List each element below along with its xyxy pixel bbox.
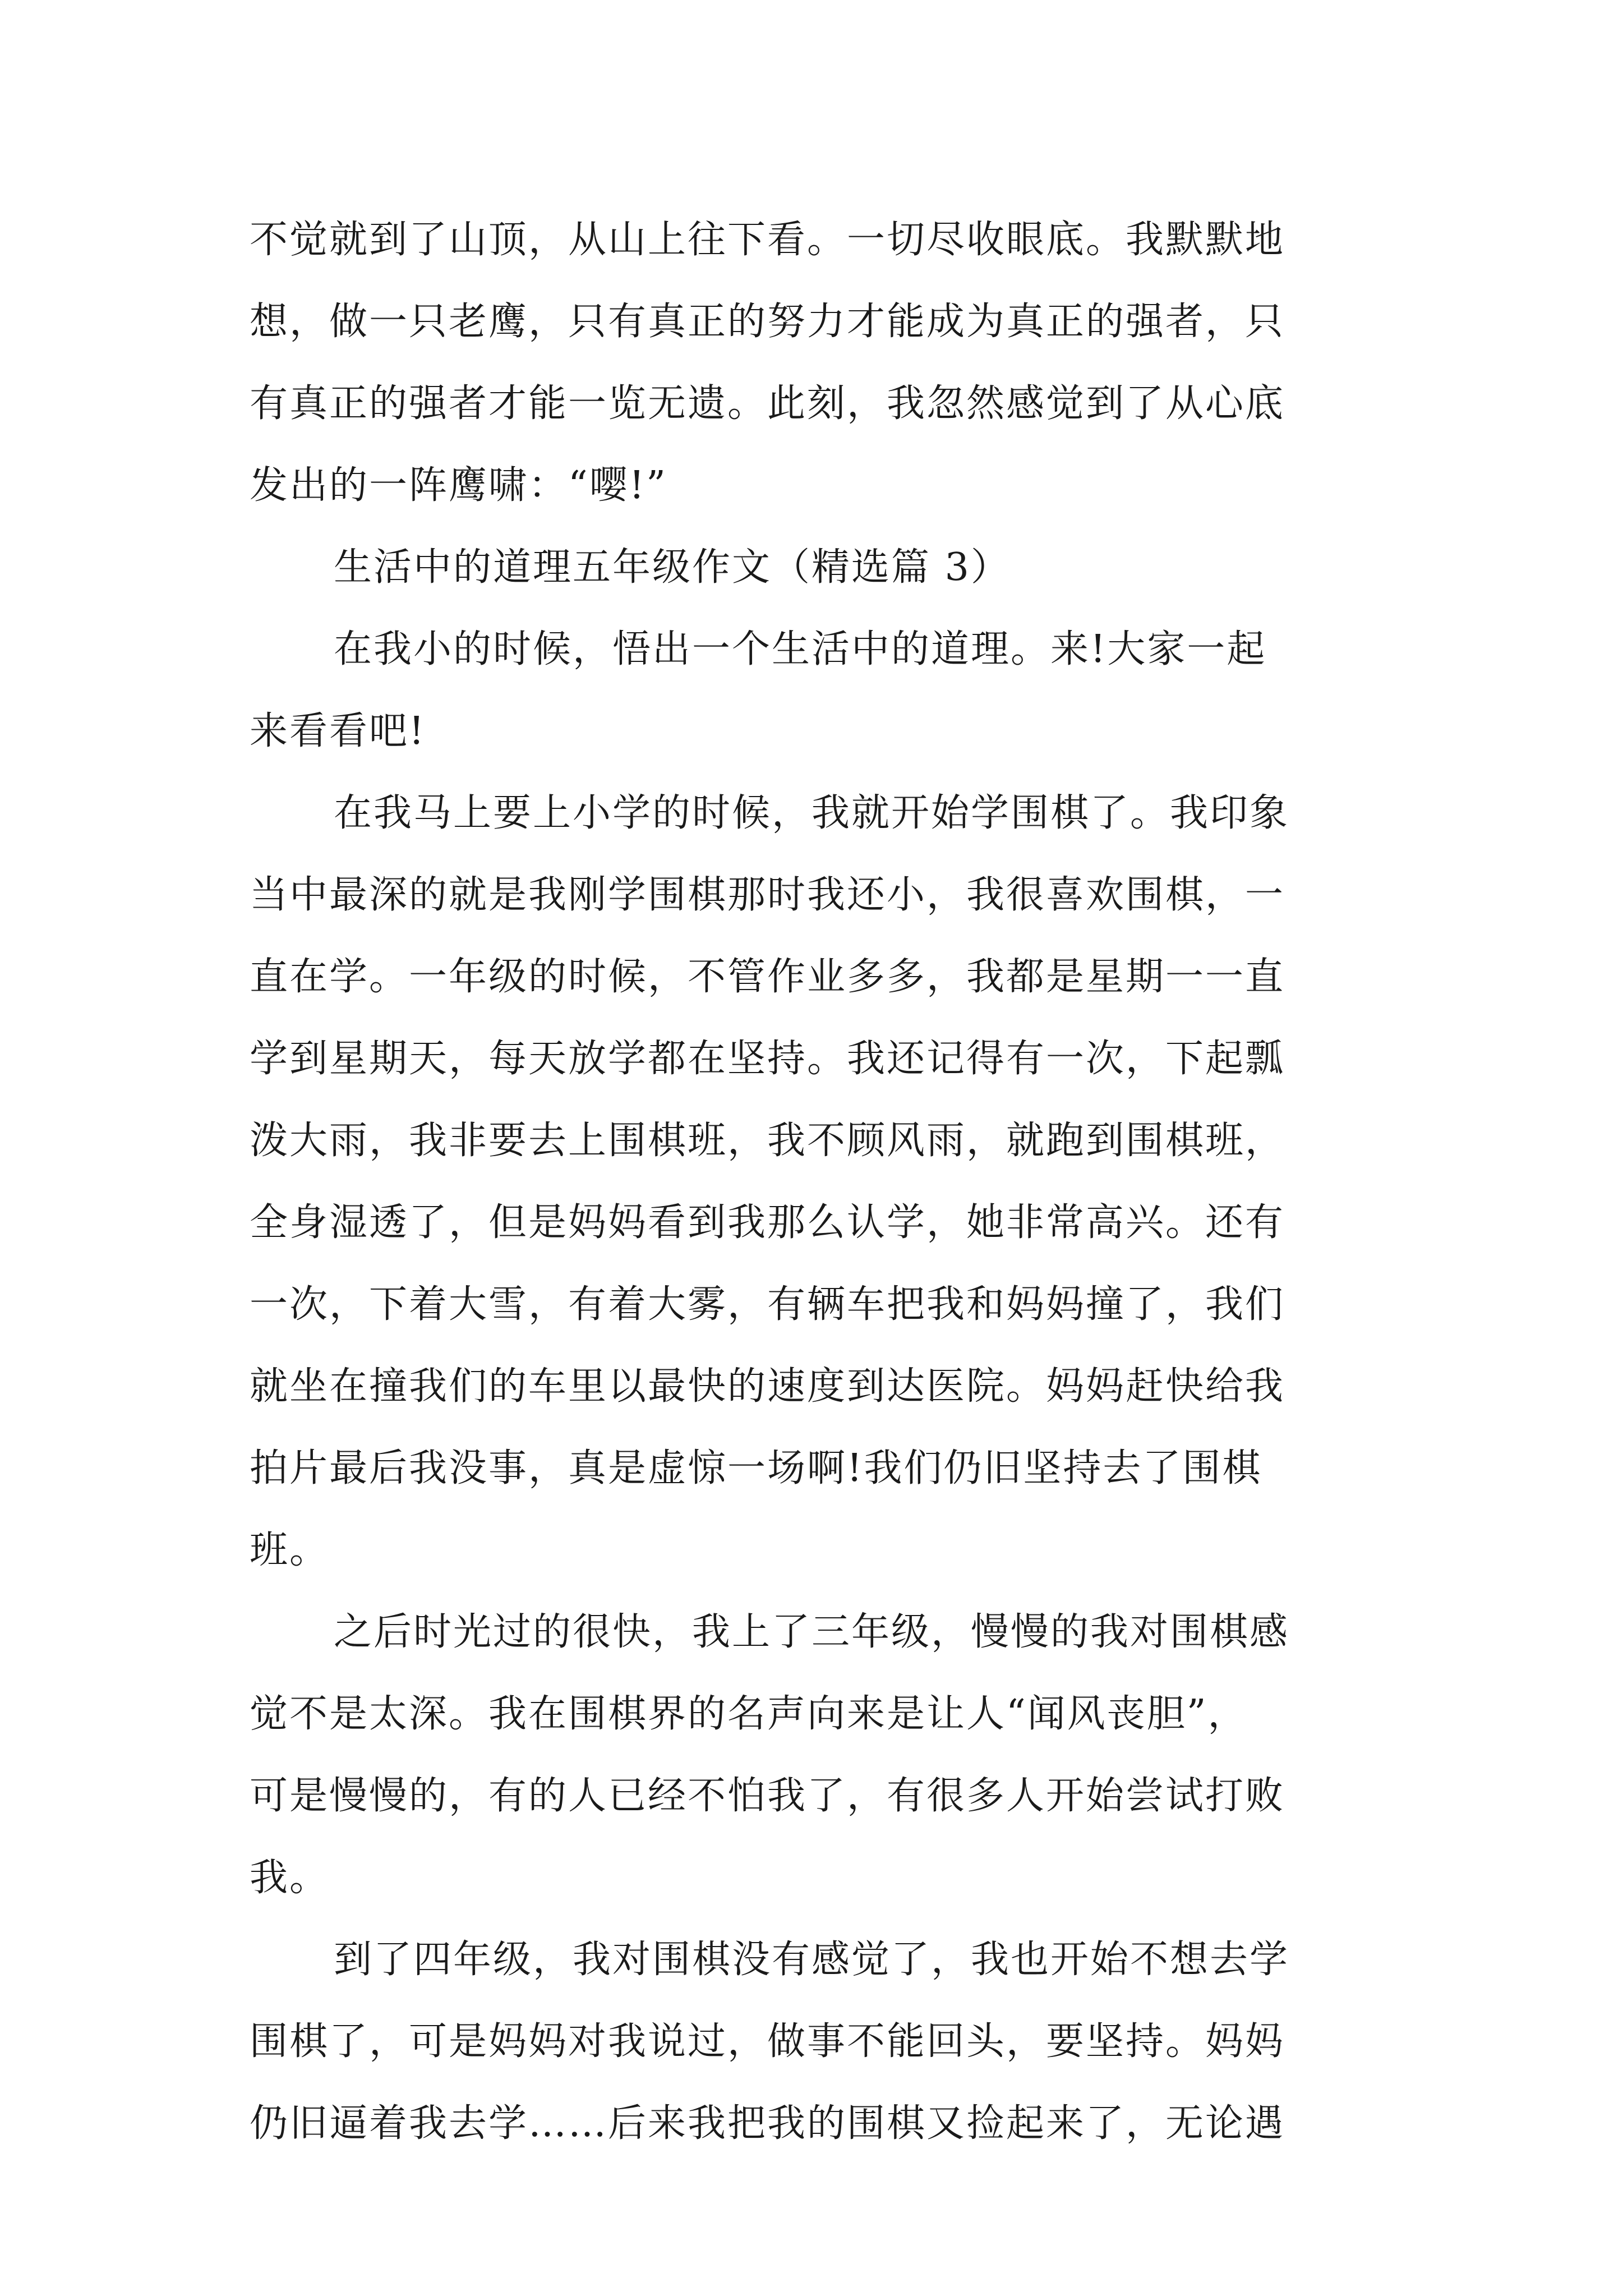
text-line: 拍片最后我没事，真是虚惊一场啊!我们仍旧坚持去了围棋 [250, 1446, 1262, 1490]
paragraph-1 [250, 199, 1394, 527]
paragraph-2 [250, 609, 1394, 772]
paragraph-5 [250, 1919, 1394, 2165]
paragraph-4 [250, 1591, 1394, 1919]
text-line: 觉不是太深。我在围棋界的名声向来是让人“闻风丧胆”， [250, 1692, 1248, 1736]
text-line: 有真正的强者才能一览无遗。此刻，我忽然感觉到了从心底 [250, 381, 1285, 426]
text-line: 到了四年级，我对围棋没有感觉了，我也开始不想去学 [334, 1938, 1290, 1982]
text-line: 之后时光过的很快，我上了三年级，慢慢的我对围棋感 [334, 1610, 1290, 1654]
text-line: 在我小的时候，悟出一个生活中的道理。来!大家一起 [334, 627, 1267, 671]
paragraph-3 [250, 772, 1394, 1591]
text-line: 全身湿透了，但是妈妈看到我那么认学，她非常高兴。还有 [250, 1200, 1285, 1245]
text-line: 当中最深的就是我刚学围棋那时我还小，我很喜欢围棋，一 [250, 873, 1285, 917]
text-line: 围棋了，可是妈妈对我说过，做事不能回头，要坚持。妈妈 [250, 2019, 1285, 2064]
heading-text: 生活中的道理五年级作文（精选篇 3） [334, 545, 1011, 590]
text-line: 想，做一只老鹰，只有真正的努力才能成为真正的强者，只 [250, 300, 1285, 344]
text-line: 学到星期天，每天放学都在坚持。我还记得有一次，下起瓢 [250, 1037, 1285, 1081]
text-line: 仍旧逼着我去学……后来我把我的围棋又捡起来了，无论遇 [250, 2101, 1285, 2146]
text-line: 就坐在撞我们的车里以最快的速度到达医院。妈妈赶快给我 [250, 1364, 1285, 1409]
text-line: 发出的一阵鹰啸：“嘤!” [250, 463, 667, 508]
text-line: 来看看吧! [250, 709, 426, 753]
text-line: 不觉就到了山顶，从山上往下看。一切尽收眼底。我默默地 [250, 218, 1285, 262]
text-line: 我。 [250, 1856, 330, 1900]
section-heading [250, 527, 1394, 609]
document-body [250, 199, 1394, 2165]
text-line: 一次，下着大雪，有着大雾，有辆车把我和妈妈撞了，我们 [250, 1282, 1285, 1327]
text-line: 可是慢慢的，有的人已经不怕我了，有很多人开始尝试打败 [250, 1774, 1285, 1818]
text-line: 直在学。一年级的时候，不管作业多多，我都是星期一一直 [250, 955, 1285, 999]
text-line: 泼大雨，我非要去上围棋班，我不顾风雨，就跑到围棋班， [250, 1119, 1285, 1163]
text-line: 班。 [250, 1528, 330, 1572]
text-line: 在我马上要上小学的时候，我就开始学围棋了。我印象 [334, 791, 1290, 835]
